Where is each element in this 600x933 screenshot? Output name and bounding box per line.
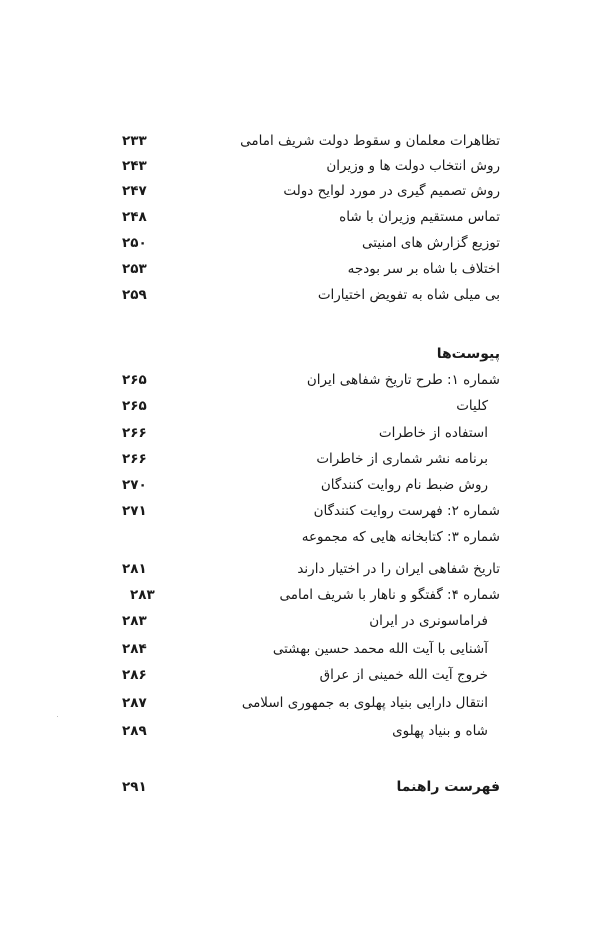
toc-entry bbox=[108, 155, 500, 177]
toc-entry-title: فراماسونری در ایران bbox=[369, 613, 488, 629]
toc-entry-page: ۲۸۴ bbox=[122, 641, 147, 657]
toc-entry-page: ۲۶۵ bbox=[122, 398, 147, 414]
toc-entry bbox=[108, 500, 500, 522]
toc-entry-title: تماس مستقیم وزیران با شاه bbox=[339, 209, 500, 225]
toc-entry-page: ۲۴۳ bbox=[122, 158, 147, 174]
toc-entry-title: اختلاف با شاه بر سر بودجه bbox=[347, 261, 500, 277]
index-entry bbox=[108, 776, 500, 798]
toc-entry bbox=[108, 474, 500, 496]
toc-entry bbox=[108, 664, 500, 686]
toc-entry-title: شماره ۳: کتابخانه هایی که مجموعه bbox=[301, 529, 500, 545]
toc-entry-page: ۲۶۶ bbox=[122, 451, 147, 467]
toc-entry-page: ۲۴۷ bbox=[122, 183, 147, 199]
toc-entry-page: ۲۴۸ bbox=[122, 209, 147, 225]
toc-entry-title: شماره ۴: گفتگو و ناهار با شریف امامی bbox=[279, 587, 500, 603]
toc-entry-page: ۲۷۰ bbox=[122, 477, 147, 493]
toc-entry bbox=[108, 584, 500, 606]
toc-entry bbox=[108, 130, 500, 152]
toc-entry bbox=[108, 206, 500, 228]
toc-entry-title: خروج آیت الله خمینی از عراق bbox=[319, 667, 488, 683]
toc-entry bbox=[108, 448, 500, 470]
toc-entry-page: ۲۳۳ bbox=[122, 133, 147, 149]
index-entry-page: ۲۹۱ bbox=[122, 779, 147, 795]
toc-entry-title: شماره ۲: فهرست روایت کنندگان bbox=[313, 503, 500, 519]
toc-entry-title: تاریخ شفاهی ایران را در اختیار دارند bbox=[297, 561, 500, 577]
toc-entry-title: روش انتخاب دولت ها و وزیران bbox=[326, 158, 500, 174]
toc-entry-title: روش تصمیم گیری در مورد لوایح دولت bbox=[283, 183, 500, 199]
toc-entry-title: تظاهرات معلمان و سقوط دولت شریف امامی bbox=[240, 133, 500, 149]
toc-entry-page: ۲۸۳ bbox=[122, 613, 147, 629]
scan-speck bbox=[57, 716, 58, 717]
index-entry-title: فهرست راهنما bbox=[396, 779, 500, 795]
toc-entry-title: روش ضبط نام روایت کنندگان bbox=[320, 477, 488, 493]
toc-entry bbox=[108, 422, 500, 444]
toc-entry-title: شماره ۱: طرح تاریخ شفاهی ایران bbox=[306, 372, 500, 388]
toc-entry bbox=[108, 692, 500, 714]
toc-entry-title: شاه و بنیاد پهلوی bbox=[392, 723, 488, 739]
toc-entry-page: ۲۸۹ bbox=[122, 723, 147, 739]
toc-entry bbox=[108, 610, 500, 632]
toc-entry bbox=[108, 720, 500, 742]
toc-entry bbox=[108, 558, 500, 580]
toc-entry-title: استفاده از خاطرات bbox=[378, 425, 488, 441]
toc-entry bbox=[108, 395, 500, 417]
toc-entry-page: ۲۷۱ bbox=[122, 503, 147, 519]
toc-entry-page: ۲۵۳ bbox=[122, 261, 147, 277]
toc-entry-title: بی میلی شاه به تفویض اختیارات bbox=[317, 287, 500, 303]
toc-entry bbox=[108, 526, 500, 548]
toc-entry bbox=[108, 180, 500, 202]
toc-entry bbox=[108, 258, 500, 280]
toc-entry-page: ۲۸۱ bbox=[122, 561, 147, 577]
toc-entry-page: ۲۵۰ bbox=[122, 235, 147, 251]
toc-entry bbox=[108, 369, 500, 391]
appendices-heading bbox=[108, 343, 500, 365]
toc-entry-page: ۲۸۳ bbox=[130, 587, 155, 603]
toc-entry-page: ۲۵۹ bbox=[122, 287, 147, 303]
toc-entry-title: کلیات bbox=[456, 398, 488, 414]
toc-entry bbox=[108, 232, 500, 254]
toc-entry-page: ۲۸۷ bbox=[122, 695, 147, 711]
toc-entry-title: توزیع گزارش های امنیتی bbox=[362, 235, 500, 251]
toc-entry-title: برنامه نشر شماری از خاطرات bbox=[316, 451, 488, 467]
toc-entry bbox=[108, 284, 500, 306]
toc-entry-page: ۲۶۶ bbox=[122, 425, 147, 441]
toc-entry-page: ۲۶۵ bbox=[122, 372, 147, 388]
toc-entry-page: ۲۸۶ bbox=[122, 667, 147, 683]
toc-entry-title: انتقال دارایی بنیاد پهلوی به جمهوری اسلامی bbox=[241, 695, 488, 711]
toc-entry-title: آشنایی با آیت الله محمد حسین بهشتی bbox=[272, 641, 488, 657]
toc-entry bbox=[108, 638, 500, 660]
appendices-heading-title: پیوست‌ها bbox=[436, 346, 500, 362]
